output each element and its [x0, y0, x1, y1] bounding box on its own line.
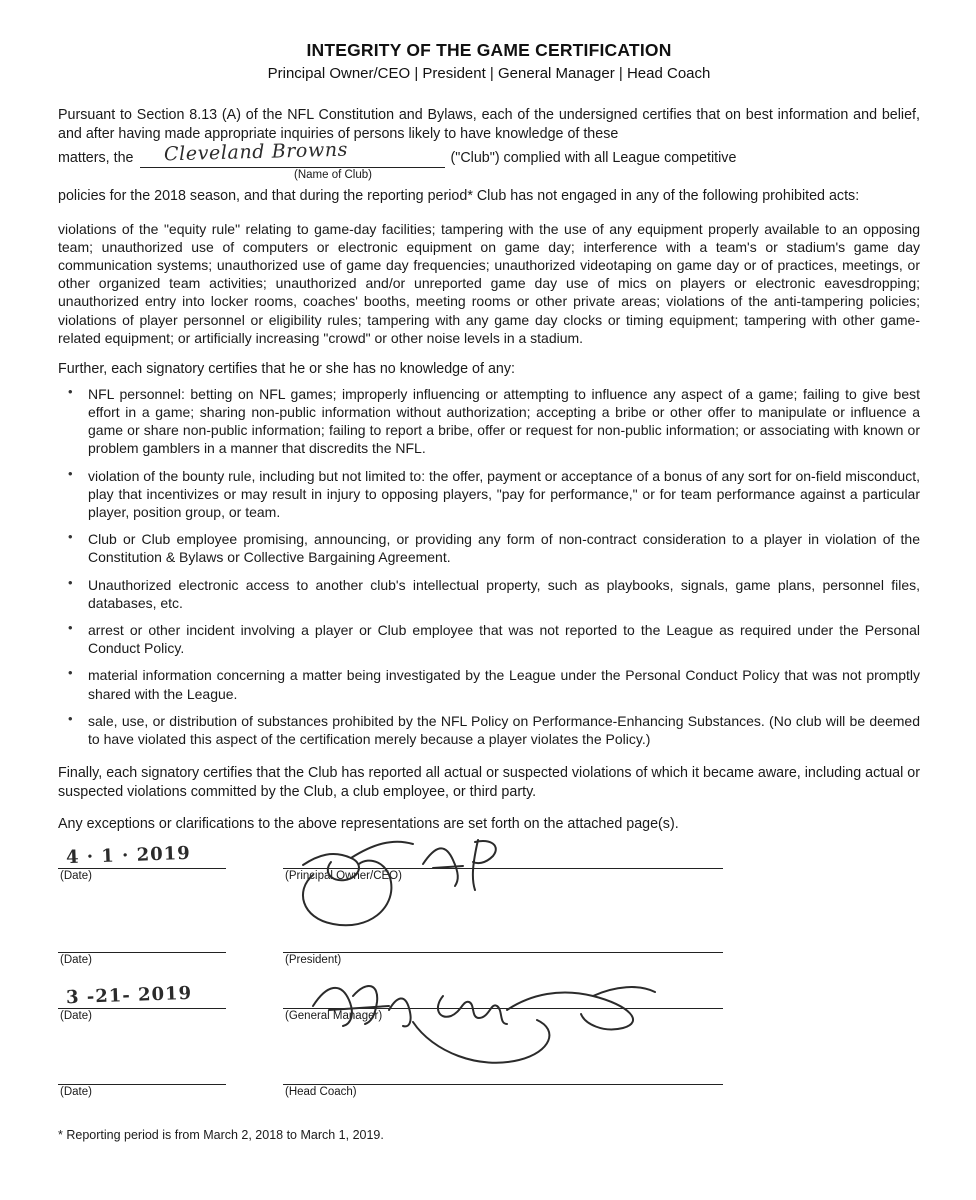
- prohibited-acts-paragraph: violations of the "equity rule" relating to game-day facilities; tampering with the use of any equipment properly available to an opposing team; unauthorized use of computers or electronic equipment on game day; interference with a team's or stadium's game day communication systems; unauthorized use of game day frequencies; unauthorized videotaping on game day or of practices, meetings, or other organized team activities; unauthorized and/or unreported game day use of mics on players or electronic eavesdropping; unauthorized entry into locker rooms, coaches' booths, meeting rooms or other private areas; violations of the anti-tampering policies; violations of player personnel or eligibility rules; tampering with any game day clocks or timing equipment; tampering with other game-related equipment; or artificially increasing "crowd" or other noise levels in a stadium.: [58, 220, 920, 346]
- date-field-head-coach[interactable]: [58, 1058, 226, 1085]
- list-item: • NFL personnel: betting on NFL games; improperly influencing or attempting to influence any aspect of a game; failing to give best effort in a game; sharing non-public information without authorization; accepting a bribe or other offer to manipulate or influence a game or share non-public information; failing to report a bribe, offer or request for non-public information; or associating with known or problem gamblers in a manner that discredits the NFL.: [58, 385, 920, 458]
- page-subtitle: Principal Owner/CEO | President | General Manager | Head Coach: [267, 65, 711, 82]
- page-title: INTEGRITY OF THE GAME CERTIFICATION: [306, 40, 672, 60]
- further-heading: Further, each signatory certifies that he or she has no knowledge of any:: [58, 360, 515, 377]
- signature-row-president: [58, 926, 920, 972]
- intro-paragraph-before: Pursuant to Section 8.13 (A) of the NFL Constitution and Bylaws, each of the undersigned certifies that on best information and belief, and after having made appropriate inquiries of persons likely to have knowledge of these: [58, 107, 920, 142]
- list-item: • arrest or other incident involving a player or Club employee that was not reported to the League as required under the Personal Conduct Policy.: [58, 621, 920, 657]
- intro-paragraph-continued: policies for the 2018 season, and that during the reporting period* Club has not engaged in any of the following prohibited acts:: [58, 187, 860, 204]
- role-caption-principal-owner: (Principal Owner/CEO): [285, 869, 402, 882]
- club-name-handwritten-value: Cleveland Browns: [163, 138, 348, 166]
- signature-row-principal-owner: [58, 842, 920, 888]
- list-item: • Unauthorized electronic access to another club's intellectual property, such as playbooks, signals, game plans, personnel files, databases, etc.: [58, 576, 920, 612]
- finally-paragraph: Finally, each signatory certifies that the Club has reported all actual or suspected violations of which it became aware, including actual or suspected violations committed by the Club, a club employee, or third party.: [58, 765, 920, 800]
- role-caption-president: (President): [285, 953, 342, 966]
- date-handwritten-general-manager: 3 -21- 2019: [65, 982, 193, 1008]
- date-field-general-manager[interactable]: [58, 982, 226, 1009]
- date-field-president[interactable]: [58, 926, 226, 953]
- matters-label: matters, the: [58, 149, 134, 166]
- date-caption-principal-owner: (Date): [60, 869, 92, 882]
- signature-row-head-coach: [58, 1058, 920, 1104]
- date-caption-general-manager: (Date): [60, 1009, 92, 1022]
- signature-row-general-manager: [58, 982, 920, 1028]
- exceptions-line: Any exceptions or clarifications to the above representations are set forth on the attached page(s).: [58, 815, 679, 832]
- list-item: • violation of the bounty rule, including but not limited to: the offer, payment or acceptance of a bonus of any sort for on-field misconduct, play that incentivizes or may result in injury to opposing players, "pay for performance," or for team performance against a particular player, position group, or team.: [58, 467, 920, 522]
- date-field-principal-owner[interactable]: [58, 842, 226, 869]
- date-handwritten-principal-owner: 4 · 1 · 2019: [65, 842, 192, 868]
- signature-field-president[interactable]: [283, 926, 723, 953]
- signature-block: [58, 842, 920, 1098]
- signature-field-general-manager[interactable]: [283, 982, 723, 1009]
- date-caption-president: (Date): [60, 953, 92, 966]
- date-caption-head-coach: (Date): [60, 1085, 92, 1098]
- role-caption-head-coach: (Head Coach): [285, 1085, 357, 1098]
- club-name-caption: (Name of Club): [294, 168, 372, 181]
- list-item: • sale, use, or distribution of substances prohibited by the NFL Policy on Performance-Enhancing Substances. (No club will be deemed to have violated this aspect of the certification merely because a player violates the Policy.): [58, 712, 920, 748]
- signature-field-head-coach[interactable]: [283, 1058, 723, 1085]
- footnote: * Reporting period is from March 2, 2018 to March 1, 2019.: [58, 1128, 384, 1142]
- intro-paragraph-after: ("Club") complied with all League competitive: [450, 149, 737, 166]
- club-name-line: [58, 138, 920, 168]
- signature-field-principal-owner[interactable]: [283, 842, 723, 869]
- clause-list: [58, 385, 920, 748]
- list-item: • material information concerning a matter being investigated by the League under the Personal Conduct Policy that was not promptly shared with the League.: [58, 666, 920, 702]
- list-item: • Club or Club employee promising, announcing, or providing any form of non-contract consideration to a player in violation of the Constitution & Bylaws or Collective Bargaining Agreement.: [58, 530, 920, 566]
- role-caption-general-manager: (General Manager): [285, 1009, 383, 1022]
- document-body: [58, 40, 920, 1098]
- club-name-field[interactable]: [140, 138, 445, 168]
